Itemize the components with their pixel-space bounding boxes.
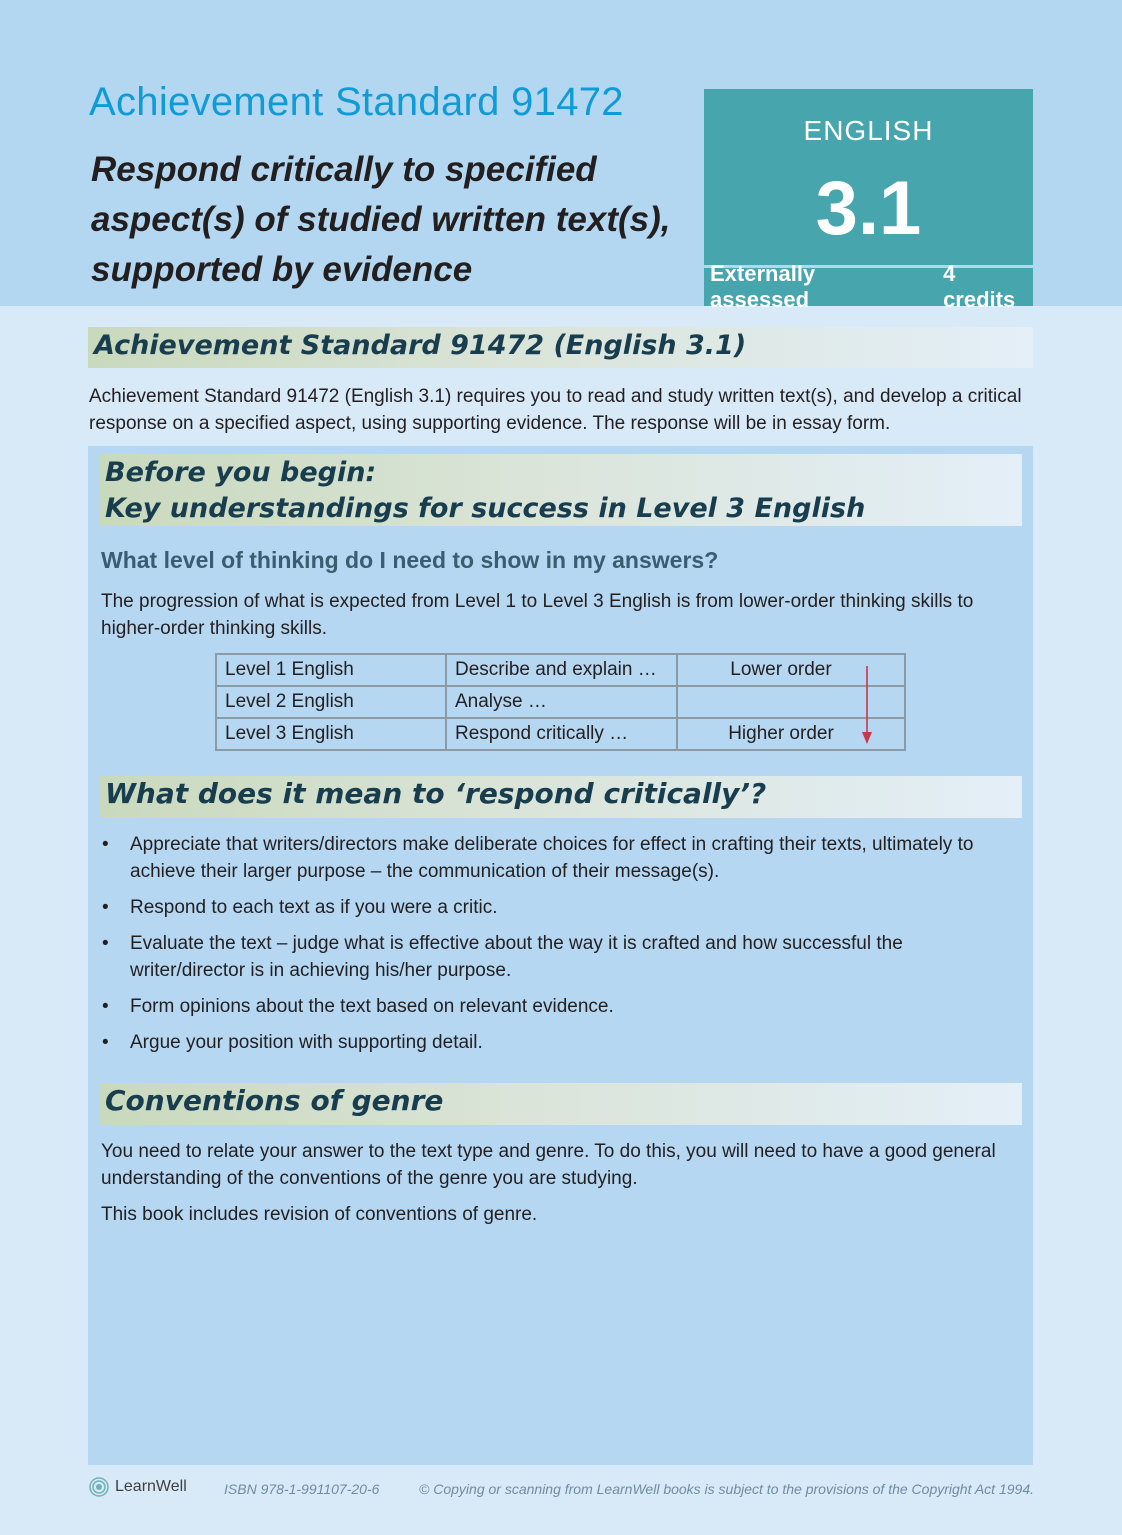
respond-critically-list (101, 831, 1016, 1065)
standard-subtitle: Respond critically to specified aspect(s) of studied written text(s), supported by evidence (91, 150, 671, 289)
page-footer (89, 1477, 1034, 1503)
respond-critically-heading: What does it mean to ‘respond critically’? (100, 776, 1022, 818)
intro-paragraph: Achievement Standard 91472 (English 3.1) requires you to read and study written text(s), and develop a critical response on a specified aspect, using supporting evidence. The response will be in essay form. (89, 386, 1022, 434)
levels-table (215, 653, 906, 751)
standard-title: Achievement Standard 91472 (89, 80, 624, 124)
thinking-level-question: What level of thinking do I need to show in my answers? (101, 547, 719, 573)
list-item: • Evaluate the text – judge what is effective about the way it is crafted and how successful the writer/director is in achieving his/her purpose. (101, 930, 1016, 984)
isbn: ISBN 978-1-991107-20-6 (224, 1481, 380, 1497)
list-item: • Respond to each text as if you were a critic. (101, 894, 1016, 921)
table-row (216, 686, 905, 718)
bullet-icon: • (102, 834, 109, 855)
table-cell: Lower order (677, 654, 905, 686)
before-heading-line1: Before you begin: (105, 457, 377, 488)
list-item: • Form opinions about the text based on relevant evidence. (101, 993, 1016, 1020)
learnwell-logo (89, 1477, 187, 1497)
list-item: • Appreciate that writers/directors make deliberate choices for effect in crafting their texts, ultimately to achieve their larger purpose – the communication of their message(s). (101, 831, 1016, 885)
list-item: • Argue your position with supporting detail. (101, 1029, 1016, 1056)
down-arrow-icon (860, 666, 874, 746)
credits-count: 4 credits (943, 261, 1016, 312)
genre-note: This book includes revision of conventions of genre. (101, 1204, 538, 1225)
conventions-genre-heading: Conventions of genre (100, 1083, 1022, 1125)
table-row (216, 654, 905, 686)
before-you-begin-heading (100, 454, 1022, 526)
learnwell-logo-icon (89, 1477, 109, 1497)
table-cell: Level 1 English (216, 654, 446, 686)
subject-box (704, 89, 1033, 265)
bullet-icon: • (102, 897, 109, 918)
table-cell: Respond critically … (446, 718, 677, 750)
bullet-icon: • (102, 933, 109, 954)
table-cell: Higher order (677, 718, 905, 750)
assessment-bar (704, 261, 1033, 312)
genre-paragraph: You need to relate your answer to the text type and genre. To do this, you will need to have a good general understanding of the conventions of the genre you are studying. (101, 1141, 996, 1189)
content-panel (88, 446, 1033, 1465)
subject-name: ENGLISH (803, 115, 934, 146)
assessment-type: Externally assessed (710, 261, 816, 312)
table-cell: Level 2 English (216, 686, 446, 718)
main-section-heading: Achievement Standard 91472 (English 3.1) (88, 327, 1033, 368)
table-cell: Analyse … (446, 686, 677, 718)
progression-paragraph: The progression of what is expected from Level 1 to Level 3 English is from lower-order thinking skills to higher-order thinking skills. (101, 591, 974, 639)
bullet-icon: • (102, 996, 109, 1017)
copyright-notice: © Copying or scanning from LearnWell books is subject to the provisions of the Copyright Act 1994. (419, 1481, 1034, 1497)
logo-text: LearnWell (115, 1478, 187, 1495)
bullet-icon: • (102, 1032, 109, 1053)
subject-level: 3.1 (815, 166, 922, 251)
table-cell: Describe and explain … (446, 654, 677, 686)
table-cell: Level 3 English (216, 718, 446, 750)
before-heading-line2: Key understandings for success in Level 3 English (105, 493, 866, 524)
table-row (216, 718, 905, 750)
